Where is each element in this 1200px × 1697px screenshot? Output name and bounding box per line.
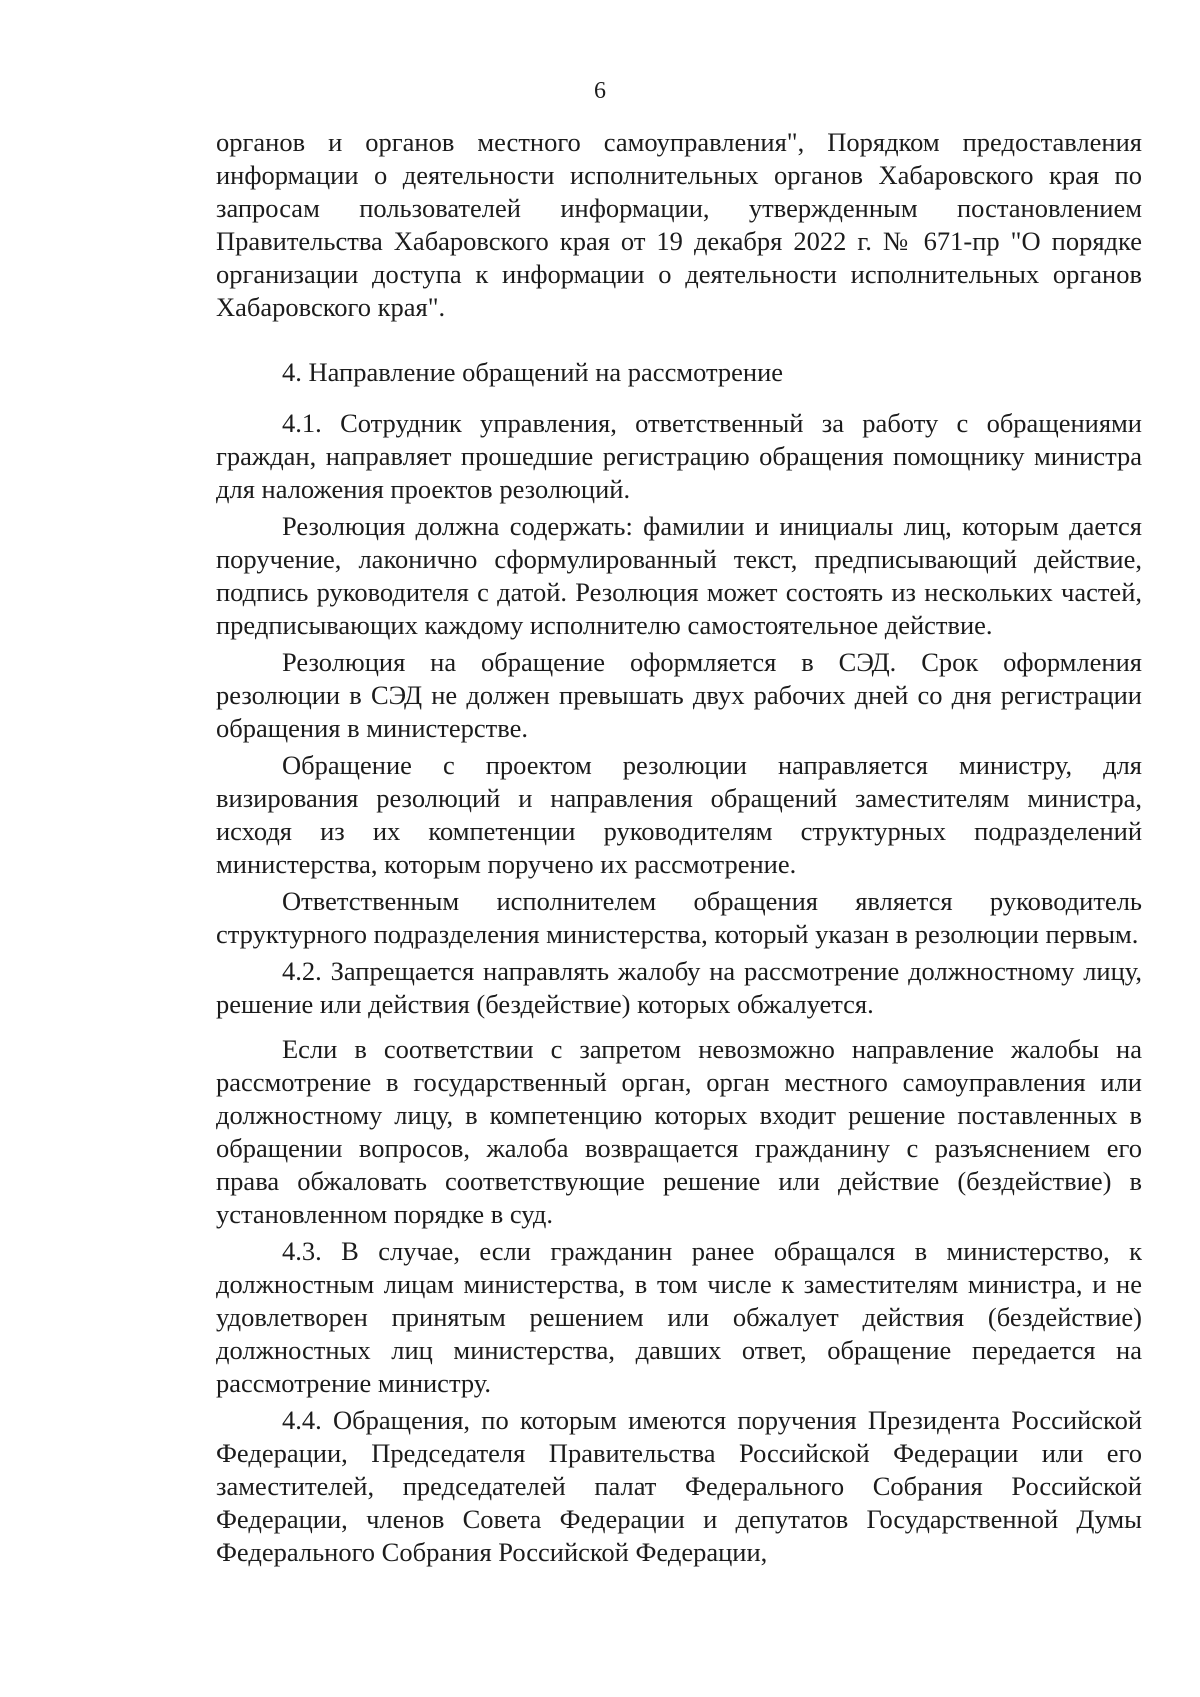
page-number: 6 [594,78,606,104]
paragraph-4-2: 4.2. Запрещается направлять жалобу на рассмотрение должностному лицу, решение или действия (бездействие) которых обжалуется. [216,956,1142,1019]
paragraph-resolution-content: Резолюция должна содержать: фамилии и инициалы лиц, которым дается поручение, лаконично сформулированный текст, предписывающий действие, подпись руководителя с датой. Резолюция может состоять из нескольких частей, предписывающих каждому исполнителю самостоятельное действие. [216,511,1142,640]
paragraph-resolution-routing: Обращение с проектом резолюции направляется министру, для визирования резолюций и направления обращений заместителям министра, исходя из их компетенции руководителям структурных подразделений министерства, которым поручено их рассмотрение. [216,750,1142,879]
document-body [216,126,1142,1569]
paragraph-responsible-executor: Ответственным исполнителем обращения является руководитель структурного подразделения министерства, который указан в резолюции первым. [216,886,1142,949]
section-heading: 4. Направление обращений на рассмотрение [282,357,784,387]
paragraph-continuation: органов и органов местного самоуправления", Порядком предоставления информации о деятельности исполнительных органов Хабаровского края по запросам пользователей информации, утвержденным постановлением Правительства Хабаровского края от 19 декабря 2022 г. № 671-пр "О порядке организации доступа к информации о деятельности исполнительных органов Хабаровского края". [216,127,1142,322]
paragraph-complaint-return: Если в соответствии с запретом невозможно направление жалобы на рассмотрение в государственный орган, орган местного самоуправления или должностному лицу, в компетенцию которых входит решение поставленных в обращении вопросов, жалоба возвращается гражданину с разъяснением его права обжаловать соответствующие решение или действие (бездействие) в установленном порядке в суд. [216,1034,1142,1229]
paragraph-resolution-deadline: Резолюция на обращение оформляется в СЭД. Срок оформления резолюции в СЭД не должен превышать двух рабочих дней со дня регистрации обращения в министерстве. [216,647,1142,743]
paragraph-4-3: 4.3. В случае, если гражданин ранее обращался в министерство, к должностным лицам министерства, в том числе к заместителям министра, и не удовлетворен принятым решением или обжалует действия (бездействие) должностных лиц министерства, давших ответ, обращение передается на рассмотрение министру. [216,1236,1142,1398]
paragraph-4-4: 4.4. Обращения, по которым имеются поручения Президента Российской Федерации, Председателя Правительства Российской Федерации или его заместителей, председателей палат Федерального Собрания Российской Федерации, членов Совета Федерации и депутатов Государственной Думы Федерального Собрания Российской Федерации, [216,1405,1142,1567]
paragraph-4-1: 4.1. Сотрудник управления, ответственный за работу с обращениями граждан, направляет прошедшие регистрацию обращения помощнику министра для наложения проектов резолюций. [216,408,1142,504]
